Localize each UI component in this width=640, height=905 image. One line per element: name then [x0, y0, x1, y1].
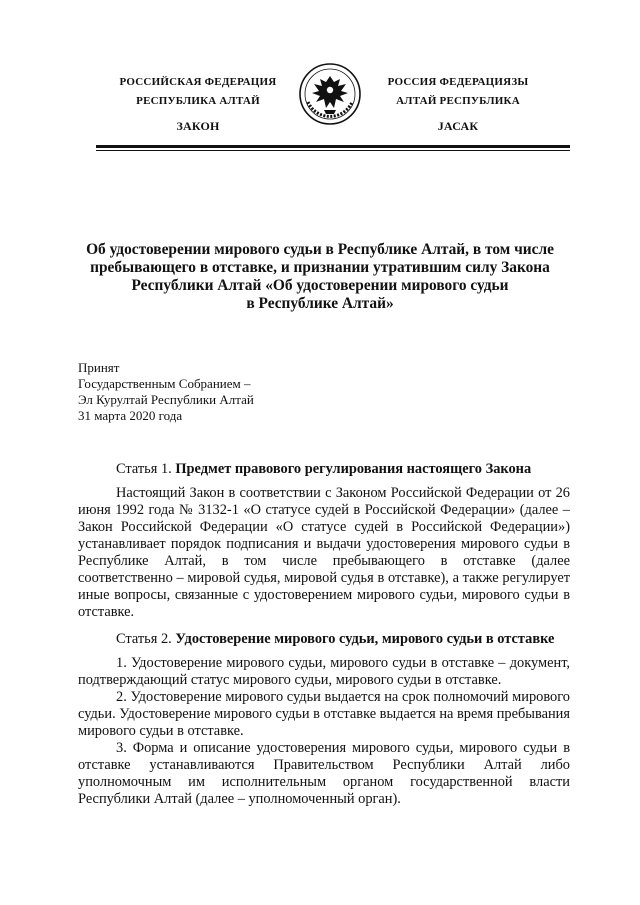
header-left-doc-type: ЗАКОН	[176, 119, 220, 133]
adoption-line: Эл Курултай Республики Алтай	[78, 392, 254, 407]
article-2-number: Статья 2.	[116, 631, 176, 647]
law-title-line: в Республике Алтай»	[246, 295, 394, 312]
article-1-paragraph: Настоящий Закон в соответствии с Законом Российской Федерации от 26 июня 1992 года № 3132-1 «О статусе судей в Российской Федерации» (далее – Закон Российской Федерации «О статусе судей в Российской Федерации») устанавливает порядок подписания и выдачи удостоверения мирового судьи в Республике Алтай, в том числе пребывающего в отставке (далее соответственно – мировой судья, мировой судья в отставке), а также регулирует иные вопросы, связанные с удостоверением мирового судьи, мирового судьи в отставке.	[78, 485, 570, 620]
article-2-paragraph-3: 3. Форма и описание удостоверения мирового судьи, мирового судьи в отставке устанавливаются Правительством Республики Алтай либо уполномочным им исполнительным органом государственной власти Республики Алтай (далее – уполномоченный орган).	[78, 740, 570, 807]
header-right-country: РОССИЯ ФЕДЕРАЦИЯЗЫ	[387, 76, 529, 88]
law-title-line: Республики Алтай «Об удостоверении мирового судьи	[131, 277, 509, 294]
law-title-line: Об удостоверении мирового судьи в Республике Алтай, в том числе	[86, 241, 554, 258]
article-2-heading	[78, 631, 570, 648]
adoption-line: Принят	[78, 360, 120, 375]
header-left-country: РОССИЙСКАЯ ФЕДЕРАЦИЯ	[119, 76, 277, 88]
article-2-paragraph-1: 1. Удостоверение мирового судьи, мирового судьи в отставке – документ, подтверждающий статус мирового судьи, мирового судьи в отставке.	[78, 655, 570, 688]
header-divider-thick	[96, 145, 570, 148]
law-title	[60, 241, 580, 313]
article-1-title: Предмет правового регулирования настоящего Закона	[175, 461, 532, 477]
header-right-republic: АЛТАЙ РЕСПУБЛИКА	[396, 95, 520, 107]
article-2-paragraph-2: 2. Удостоверение мирового судьи выдается на срок полномочий мирового судьи. Удостоверение мирового судьи в отставке выдается на время пребывания мирового судьи в отставке.	[78, 689, 570, 739]
header-right-doc-type: JАСАК	[437, 119, 479, 133]
article-2-body	[78, 655, 570, 808]
article-1-heading	[78, 461, 570, 478]
adoption-line: Государственным Собранием –	[78, 376, 251, 391]
coat-of-arms-icon	[298, 62, 362, 126]
article-2-title: Удостоверение мирового судьи, мирового судьи в отставке	[175, 631, 555, 647]
law-title-line: пребывающего в отставке, и признании утратившим силу Закона	[90, 259, 550, 276]
article-1-number: Статья 1.	[116, 461, 176, 477]
article-1-body	[78, 485, 570, 621]
adoption-date: 31 марта 2020 года	[78, 408, 183, 423]
header-divider-thin	[96, 150, 570, 151]
adoption-block	[78, 360, 254, 424]
header-left-republic: РЕСПУБЛИКА АЛТАЙ	[136, 95, 260, 107]
